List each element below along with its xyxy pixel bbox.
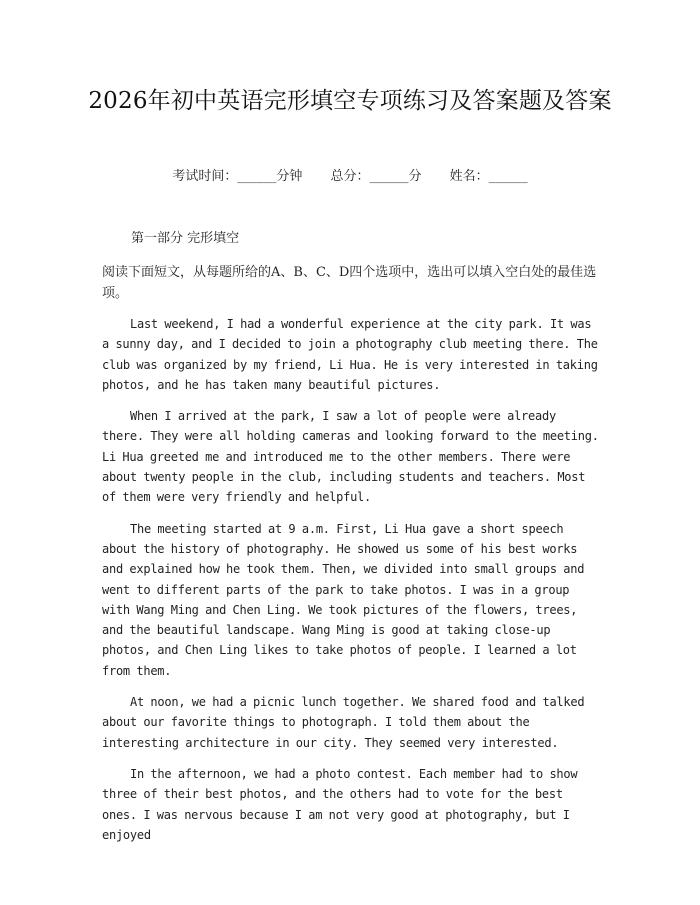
student-name-label: 姓名： (449, 169, 489, 184)
passage-paragraph: The meeting started at 9 a.m. First, Li Hua gave a short speech about the history of photography. He showed us some of his best works and explained how he took them. Then, we divided into small groups and went to different parts of the park to take photos. I was in a group with Wang Ming and Chen Ling. We took pictures of the flowers, trees, and the beautiful landscape. Wang Ming is good at taking close-up photos, and Chen Ling likes to take photos of people. I learned a lot from them. (102, 521, 585, 678)
total-score-unit: 分 (408, 169, 422, 184)
student-name-blank: ______ (488, 169, 528, 184)
passage-paragraph: In the afternoon, we had a photo contest. Each member had to show three of their best photos, and the others had to vote for the best ones. I was nervous because I am not very good at photography, but I enjoyed (102, 766, 578, 842)
exam-time-label: 考试时间： (172, 169, 238, 184)
page-title: 2026年初中英语完形填空专项练习及答案题及答案 (88, 88, 612, 114)
exam-time-field (172, 168, 302, 186)
total-score-field (330, 168, 421, 186)
total-score-blank: ______ (369, 169, 409, 184)
exam-time-blank: ______ (237, 169, 277, 184)
student-name-field (450, 168, 528, 186)
instructions-text: 阅读下面短文，从每题所给的A、B、C、D四个选项中，选出可以填入空白处的最佳选项。 (102, 265, 597, 301)
total-score-label: 总分： (330, 169, 370, 184)
section-title: 第一部分 完形填空 (131, 231, 240, 246)
passage-paragraph: Last weekend, I had a wonderful experience at the city park. It was a sunny day, and I decided to join a photography club meeting there. The club was organized by my friend, Li Hua. He is very interested in taking photos, and he has taken many beautiful pictures. (102, 317, 598, 392)
exam-time-unit: 分钟 (276, 169, 303, 184)
exam-info-line (0, 168, 700, 186)
passage-paragraph: At noon, we had a picnic lunch together. We shared food and talked about our favorite things to photograph. I told them about the interesting architecture in our city. They seemed very interested. (102, 695, 585, 750)
passage-paragraph: When I arrived at the park, I saw a lot of people were already there. They were all holding cameras and looking forward to the meeting. Li Hua greeted me and introduced me to the other members. There were about twenty people in the club, including students and teachers. Most of them were very friendly and helpful. (102, 409, 599, 505)
passage (102, 314, 602, 856)
